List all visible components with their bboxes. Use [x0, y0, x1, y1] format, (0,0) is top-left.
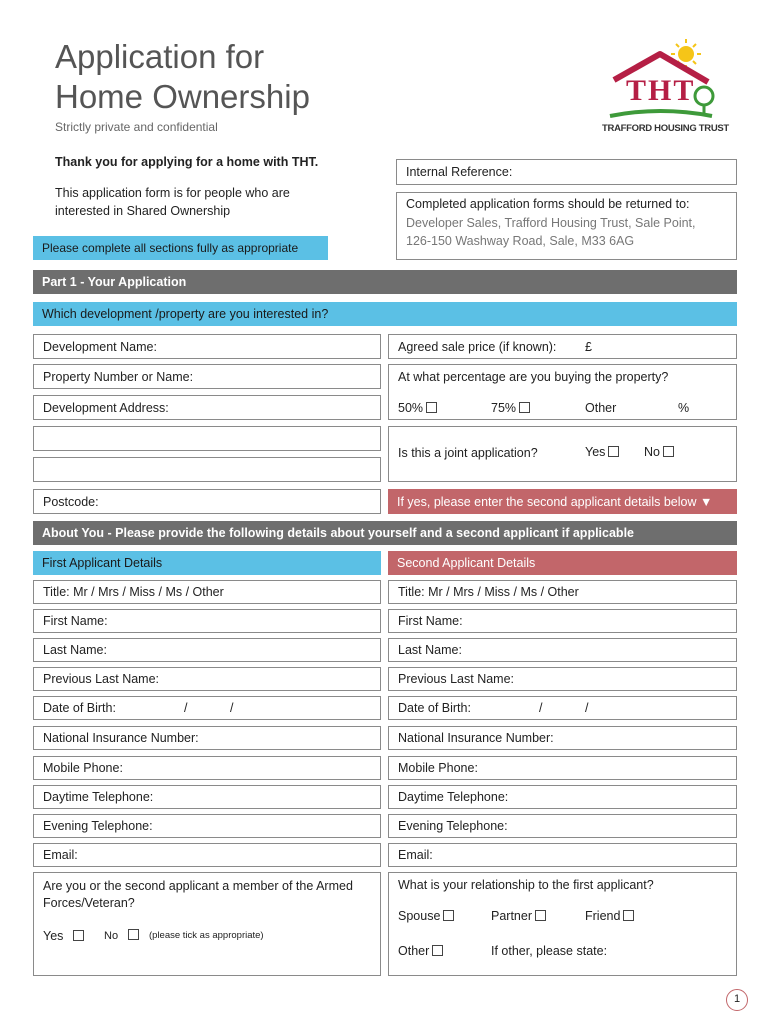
first-applicant-field[interactable] [33, 609, 381, 633]
rel-other-state: If other, please state: [491, 944, 608, 958]
first-applicant-field[interactable] [33, 843, 381, 867]
first-applicant-field[interactable] [33, 814, 381, 838]
field-label: Date of Birth: [398, 701, 471, 715]
field-label: First Name: [398, 614, 463, 628]
dob-separator: / [184, 701, 188, 715]
logo-caption: TRAFFORD HOUSING TRUST [602, 123, 729, 134]
development-address-line-3[interactable] [33, 457, 381, 482]
checkbox-joint-yes[interactable] [608, 446, 619, 457]
page-number: 1 [726, 989, 748, 1011]
development-address-field[interactable]: Development Address: [33, 395, 381, 420]
field-label: First Name: [43, 614, 108, 628]
field-label: Evening Telephone: [398, 819, 508, 833]
percent-sign: % [678, 401, 690, 415]
logo-letters: THT [626, 74, 696, 107]
first-applicant-heading: First Applicant Details [33, 551, 381, 575]
field-label: Daytime Telephone: [398, 790, 509, 804]
armed-yes[interactable]: Yes [43, 929, 84, 943]
tht-logo [600, 36, 730, 136]
checkbox-spouse[interactable] [443, 910, 454, 921]
checkbox-partner[interactable] [535, 910, 546, 921]
option-other[interactable]: Other [585, 401, 617, 415]
first-applicant-field[interactable] [33, 756, 381, 780]
field-label: Evening Telephone: [43, 819, 153, 833]
dob-separator: / [230, 701, 234, 715]
armed-forces-box [33, 872, 381, 976]
field-label: Email: [43, 848, 78, 862]
rel-spouse[interactable]: Spouse [398, 909, 454, 923]
return-info-box [396, 192, 737, 260]
armed-no[interactable]: No [104, 929, 139, 942]
second-applicant-field[interactable] [388, 609, 737, 633]
part1-heading: Part 1 - Your Application [33, 270, 737, 294]
field-label: Previous Last Name: [398, 672, 515, 686]
development-question: Which development /property are you interested in? [33, 302, 737, 326]
second-applicant-heading: Second Applicant Details [388, 551, 737, 575]
field-label: Mobile Phone: [398, 761, 478, 775]
joint-yes[interactable]: Yes [585, 445, 619, 459]
joint-question: Is this a joint application? [398, 446, 538, 460]
title-line-2: Home Ownership [55, 78, 310, 115]
joint-note: If yes, please enter the second applicant details below ▼ [388, 489, 737, 514]
percentage-question: At what percentage are you buying the property? [398, 370, 669, 384]
page-subtitle: Strictly private and confidential [55, 120, 218, 134]
relationship-box [388, 872, 737, 976]
second-applicant-field[interactable] [388, 726, 737, 750]
field-label: Last Name: [43, 643, 107, 657]
first-applicant-field[interactable] [33, 580, 381, 604]
field-label: Daytime Telephone: [43, 790, 154, 804]
option-75[interactable]: 75% [491, 401, 530, 415]
checkbox-friend[interactable] [623, 910, 634, 921]
postcode-field[interactable]: Postcode: [33, 489, 381, 514]
field-label: Last Name: [398, 643, 462, 657]
page-title [55, 37, 310, 117]
percentage-box [388, 364, 737, 420]
return-heading: Completed application forms should be returned to: [406, 197, 690, 211]
dob-separator: / [585, 701, 589, 715]
second-applicant-field[interactable] [388, 785, 737, 809]
second-applicant-field[interactable] [388, 696, 737, 720]
currency-symbol: £ [585, 339, 592, 354]
checkbox-75[interactable] [519, 402, 530, 413]
first-applicant-field[interactable] [33, 638, 381, 662]
second-applicant-field[interactable] [388, 638, 737, 662]
property-number-field[interactable]: Property Number or Name: [33, 364, 381, 389]
first-applicant-field[interactable] [33, 726, 381, 750]
checkbox-joint-no[interactable] [663, 446, 674, 457]
rel-other[interactable]: Other [398, 944, 443, 958]
field-label: Email: [398, 848, 433, 862]
title-line-1: Application for [55, 38, 265, 75]
field-label: Title: Mr / Mrs / Miss / Ms / Other [398, 585, 579, 599]
internal-reference-field[interactable]: Internal Reference: [396, 159, 737, 185]
first-applicant-field[interactable] [33, 785, 381, 809]
joint-application-box [388, 426, 737, 482]
armed-note: (please tick as appropriate) [149, 930, 264, 941]
complete-notice: Please complete all sections fully as appropriate [33, 236, 328, 260]
second-applicant-field[interactable] [388, 667, 737, 691]
field-label: Mobile Phone: [43, 761, 123, 775]
rel-friend[interactable]: Friend [585, 909, 634, 923]
about-you-heading: About You - Please provide the following details about yourself and a second applicant if applicable [33, 521, 737, 545]
second-applicant-field[interactable] [388, 580, 737, 604]
checkbox-armed-yes[interactable] [73, 930, 84, 941]
intro-paragraph: This application form is for people who are interested in Shared Ownership [55, 186, 290, 218]
first-applicant-field[interactable] [33, 696, 381, 720]
second-applicant-field[interactable] [388, 843, 737, 867]
checkbox-armed-no[interactable] [128, 929, 139, 940]
checkbox-other[interactable] [432, 945, 443, 956]
second-applicant-field[interactable] [388, 814, 737, 838]
first-applicant-field[interactable] [33, 667, 381, 691]
second-applicant-field[interactable] [388, 756, 737, 780]
dob-separator: / [539, 701, 543, 715]
field-label: National Insurance Number: [43, 731, 199, 745]
field-label: Previous Last Name: [43, 672, 160, 686]
intro-thanks: Thank you for applying for a home with THT. [55, 155, 319, 169]
relationship-question: What is your relationship to the first applicant? [398, 878, 654, 892]
checkbox-50[interactable] [426, 402, 437, 413]
field-label: Date of Birth: [43, 701, 116, 715]
option-50[interactable]: 50% [398, 401, 437, 415]
joint-no[interactable]: No [644, 445, 674, 459]
rel-partner[interactable]: Partner [491, 909, 546, 923]
field-label: Title: Mr / Mrs / Miss / Ms / Other [43, 585, 224, 599]
agreed-price-field[interactable]: Agreed sale price (if known): £ [388, 334, 737, 359]
development-name-field[interactable]: Development Name: [33, 334, 381, 359]
field-label: National Insurance Number: [398, 731, 554, 745]
return-address-line-2: 126-150 Washway Road, Sale, M33 6AG [406, 234, 635, 248]
development-address-line-2[interactable] [33, 426, 381, 451]
armed-forces-question: Are you or the second applicant a member of the Armed Forces/Veteran? [43, 879, 353, 910]
return-address-line-1: Developer Sales, Trafford Housing Trust, Sale Point, [406, 216, 696, 230]
